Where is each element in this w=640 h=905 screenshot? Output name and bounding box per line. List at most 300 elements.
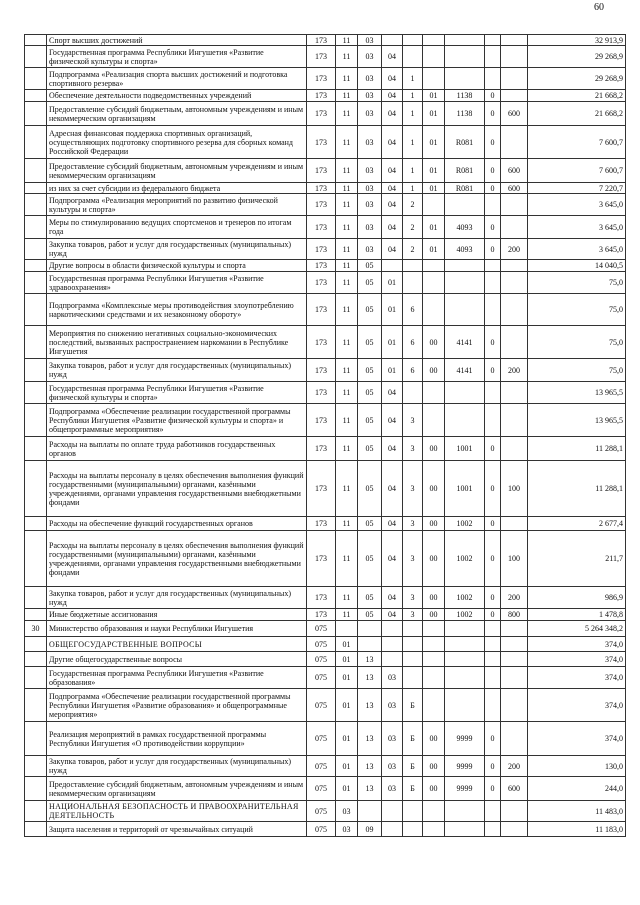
cell-ved: 173 xyxy=(307,35,336,46)
cell-num xyxy=(25,194,47,216)
cell-num xyxy=(25,126,47,159)
cell-c4 xyxy=(445,822,485,837)
cell-num xyxy=(25,652,47,667)
cell-c2: 3 xyxy=(403,404,423,437)
cell-vr: 100 xyxy=(501,531,528,587)
cell-c2 xyxy=(403,46,423,68)
cell-c3: 00 xyxy=(423,756,445,777)
cell-c2 xyxy=(403,637,423,652)
table-row xyxy=(25,90,626,102)
cell-name: из них за счет субсидии из федерального бюджета xyxy=(47,183,307,194)
cell-c4: 1002 xyxy=(445,609,485,621)
cell-vr xyxy=(501,517,528,531)
cell-vr xyxy=(501,382,528,404)
cell-name: Защита населения и территорий от чрезвычайных ситуаций xyxy=(47,822,307,837)
cell-num xyxy=(25,461,47,517)
table-row xyxy=(25,260,626,272)
cell-amount: 14 040,5 xyxy=(528,260,626,272)
cell-amount: 75,0 xyxy=(528,294,626,326)
cell-ved: 075 xyxy=(307,667,336,689)
cell-c1: 04 xyxy=(382,216,403,239)
cell-rz: 01 xyxy=(336,689,358,722)
cell-rz: 11 xyxy=(336,260,358,272)
cell-vr xyxy=(501,404,528,437)
cell-c1: 04 xyxy=(382,437,403,461)
cell-vr xyxy=(501,272,528,294)
cell-name: Иные бюджетные ассигнования xyxy=(47,609,307,621)
cell-c1: 04 xyxy=(382,517,403,531)
cell-c2: 1 xyxy=(403,159,423,183)
cell-ved: 173 xyxy=(307,216,336,239)
cell-rz: 01 xyxy=(336,637,358,652)
cell-c4: 1138 xyxy=(445,90,485,102)
cell-pr: 05 xyxy=(358,326,382,359)
table-row xyxy=(25,587,626,609)
cell-num xyxy=(25,102,47,126)
cell-c2: 3 xyxy=(403,609,423,621)
cell-c5: 0 xyxy=(485,90,501,102)
cell-c5: 0 xyxy=(485,216,501,239)
cell-c3 xyxy=(423,637,445,652)
table-row xyxy=(25,183,626,194)
cell-pr: 03 xyxy=(358,194,382,216)
cell-pr: 05 xyxy=(358,461,382,517)
cell-rz: 01 xyxy=(336,722,358,756)
cell-c5 xyxy=(485,637,501,652)
cell-c3 xyxy=(423,404,445,437)
cell-pr: 05 xyxy=(358,587,382,609)
cell-c3: 01 xyxy=(423,159,445,183)
cell-c5: 0 xyxy=(485,587,501,609)
cell-pr: 03 xyxy=(358,102,382,126)
cell-rz: 11 xyxy=(336,587,358,609)
cell-rz: 11 xyxy=(336,183,358,194)
cell-c3: 01 xyxy=(423,239,445,260)
table-row xyxy=(25,382,626,404)
cell-vr xyxy=(501,667,528,689)
cell-amount: 7 220,7 xyxy=(528,183,626,194)
cell-pr: 03 xyxy=(358,239,382,260)
cell-c5 xyxy=(485,272,501,294)
cell-c5 xyxy=(485,822,501,837)
cell-c2 xyxy=(403,35,423,46)
cell-c4 xyxy=(445,35,485,46)
cell-vr xyxy=(501,722,528,756)
cell-c4: 1002 xyxy=(445,531,485,587)
cell-num xyxy=(25,756,47,777)
cell-c2: 3 xyxy=(403,531,423,587)
cell-c1: 03 xyxy=(382,667,403,689)
cell-pr: 03 xyxy=(358,46,382,68)
cell-num xyxy=(25,216,47,239)
cell-c3: 00 xyxy=(423,461,445,517)
cell-amount: 374,0 xyxy=(528,652,626,667)
cell-c1 xyxy=(382,801,403,822)
cell-c3: 01 xyxy=(423,102,445,126)
cell-c5: 0 xyxy=(485,359,501,382)
cell-rz: 03 xyxy=(336,801,358,822)
cell-vr: 600 xyxy=(501,102,528,126)
cell-num xyxy=(25,801,47,822)
cell-c4: 1001 xyxy=(445,437,485,461)
cell-amount: 374,0 xyxy=(528,689,626,722)
cell-rz: 01 xyxy=(336,756,358,777)
cell-ved: 173 xyxy=(307,68,336,90)
cell-vr xyxy=(501,46,528,68)
cell-rz: 11 xyxy=(336,126,358,159)
cell-ved: 075 xyxy=(307,652,336,667)
cell-c2 xyxy=(403,667,423,689)
cell-amount: 7 600,7 xyxy=(528,126,626,159)
cell-ved: 173 xyxy=(307,294,336,326)
cell-num xyxy=(25,587,47,609)
cell-ved: 173 xyxy=(307,239,336,260)
cell-c4 xyxy=(445,621,485,637)
cell-pr: 03 xyxy=(358,216,382,239)
table-row xyxy=(25,801,626,822)
cell-vr xyxy=(501,260,528,272)
cell-vr: 800 xyxy=(501,609,528,621)
cell-amount: 5 264 348,2 xyxy=(528,621,626,637)
cell-c2: Б xyxy=(403,756,423,777)
table-row xyxy=(25,689,626,722)
cell-pr: 05 xyxy=(358,531,382,587)
cell-vr: 600 xyxy=(501,183,528,194)
cell-pr: 13 xyxy=(358,722,382,756)
cell-c2: 6 xyxy=(403,326,423,359)
cell-rz xyxy=(336,621,358,637)
cell-ved: 075 xyxy=(307,722,336,756)
cell-vr xyxy=(501,68,528,90)
cell-ved: 173 xyxy=(307,183,336,194)
cell-c5: 0 xyxy=(485,461,501,517)
cell-name: Закупка товаров, работ и услуг для государственных (муниципальных) нужд xyxy=(47,587,307,609)
cell-c5: 0 xyxy=(485,102,501,126)
cell-pr: 03 xyxy=(358,68,382,90)
cell-num xyxy=(25,822,47,837)
cell-vr xyxy=(501,90,528,102)
cell-name: Государственная программа Республики Ингушетия «Развитие здравоохранения» xyxy=(47,272,307,294)
cell-num xyxy=(25,239,47,260)
cell-c4: 9999 xyxy=(445,756,485,777)
cell-c2: 2 xyxy=(403,239,423,260)
cell-vr xyxy=(501,294,528,326)
cell-c4 xyxy=(445,667,485,689)
cell-c3 xyxy=(423,801,445,822)
cell-c4 xyxy=(445,294,485,326)
table-row xyxy=(25,722,626,756)
cell-vr xyxy=(501,689,528,722)
cell-rz: 11 xyxy=(336,517,358,531)
cell-vr xyxy=(501,126,528,159)
cell-c5 xyxy=(485,382,501,404)
cell-c4 xyxy=(445,382,485,404)
cell-pr: 05 xyxy=(358,382,382,404)
cell-amount: 211,7 xyxy=(528,531,626,587)
cell-pr: 03 xyxy=(358,90,382,102)
cell-rz: 11 xyxy=(336,239,358,260)
cell-rz: 11 xyxy=(336,46,358,68)
cell-name: Предоставление субсидий бюджетным, автономным учреждениям и иным некоммерческим организациям xyxy=(47,159,307,183)
cell-c3: 01 xyxy=(423,126,445,159)
cell-rz: 11 xyxy=(336,216,358,239)
table-row xyxy=(25,652,626,667)
cell-amount: 29 268,9 xyxy=(528,68,626,90)
cell-c3 xyxy=(423,822,445,837)
cell-c1: 04 xyxy=(382,126,403,159)
cell-c5 xyxy=(485,689,501,722)
cell-c5: 0 xyxy=(485,239,501,260)
cell-name: Расходы на выплаты персоналу в целях обеспечения выполнения функций государственными (муниципальными) органами, казёнными учреждениями, органами управления государственными внебюджетными фондами xyxy=(47,531,307,587)
cell-c5 xyxy=(485,194,501,216)
cell-name: Министерство образования и науки Республики Ингушетия xyxy=(47,621,307,637)
cell-c4 xyxy=(445,404,485,437)
cell-c1 xyxy=(382,637,403,652)
cell-rz: 11 xyxy=(336,194,358,216)
cell-name: Государственная программа Республики Ингушетия «Развитие образования» xyxy=(47,667,307,689)
table-row xyxy=(25,637,626,652)
cell-c3: 00 xyxy=(423,517,445,531)
cell-ved: 173 xyxy=(307,90,336,102)
cell-c5 xyxy=(485,294,501,326)
cell-rz: 03 xyxy=(336,822,358,837)
cell-rz: 01 xyxy=(336,652,358,667)
cell-vr: 600 xyxy=(501,777,528,801)
cell-pr: 13 xyxy=(358,756,382,777)
cell-amount: 11 183,0 xyxy=(528,822,626,837)
cell-c1: 04 xyxy=(382,46,403,68)
cell-amount: 21 668,2 xyxy=(528,102,626,126)
cell-ved: 173 xyxy=(307,531,336,587)
cell-c4 xyxy=(445,260,485,272)
cell-pr: 05 xyxy=(358,294,382,326)
cell-rz: 11 xyxy=(336,382,358,404)
cell-amount: 1 478,8 xyxy=(528,609,626,621)
cell-c1: 04 xyxy=(382,90,403,102)
cell-c4: 9999 xyxy=(445,777,485,801)
cell-c3: 01 xyxy=(423,90,445,102)
cell-c4: 1002 xyxy=(445,517,485,531)
cell-c1: 01 xyxy=(382,272,403,294)
cell-c5 xyxy=(485,404,501,437)
cell-rz: 11 xyxy=(336,272,358,294)
cell-amount: 3 645,0 xyxy=(528,216,626,239)
cell-c4 xyxy=(445,272,485,294)
cell-amount: 13 965,5 xyxy=(528,382,626,404)
cell-amount: 11 288,1 xyxy=(528,437,626,461)
cell-c1: 01 xyxy=(382,294,403,326)
cell-pr: 05 xyxy=(358,609,382,621)
cell-vr xyxy=(501,216,528,239)
cell-c1: 01 xyxy=(382,326,403,359)
cell-pr: 13 xyxy=(358,777,382,801)
cell-ved: 075 xyxy=(307,777,336,801)
cell-rz: 11 xyxy=(336,68,358,90)
cell-name: Меры по стимулированию ведущих спортсменов и тренеров по итогам года xyxy=(47,216,307,239)
cell-num xyxy=(25,35,47,46)
cell-c4: 1138 xyxy=(445,102,485,126)
table-row xyxy=(25,239,626,260)
cell-num xyxy=(25,183,47,194)
cell-c4 xyxy=(445,652,485,667)
cell-amount: 374,0 xyxy=(528,637,626,652)
cell-c2: 3 xyxy=(403,517,423,531)
table-row xyxy=(25,437,626,461)
cell-c5 xyxy=(485,621,501,637)
cell-name: Реализация мероприятий в рамках государственной программы Республики Ингушетия «О противодействии коррупции» xyxy=(47,722,307,756)
cell-name: Закупка товаров, работ и услуг для государственных (муниципальных) нужд xyxy=(47,239,307,260)
cell-ved: 173 xyxy=(307,126,336,159)
cell-name: Расходы на выплаты персоналу в целях обеспечения выполнения функций государственными (муниципальными) органами, казёнными учреждениями, органами управления государственными внебюджетными фондами xyxy=(47,461,307,517)
cell-num xyxy=(25,637,47,652)
cell-rz: 11 xyxy=(336,102,358,126)
cell-c1: 04 xyxy=(382,609,403,621)
cell-ved: 173 xyxy=(307,517,336,531)
cell-c2: 3 xyxy=(403,461,423,517)
cell-c1: 03 xyxy=(382,722,403,756)
cell-c2: 2 xyxy=(403,216,423,239)
cell-c3 xyxy=(423,46,445,68)
cell-vr: 600 xyxy=(501,159,528,183)
cell-c2 xyxy=(403,621,423,637)
cell-name: Адресная финансовая поддержка спортивных организаций, осуществляющих подготовку спортивного резерва для сборных команд Российской Федерации xyxy=(47,126,307,159)
cell-num xyxy=(25,722,47,756)
cell-c1 xyxy=(382,35,403,46)
cell-c1 xyxy=(382,822,403,837)
cell-c1: 03 xyxy=(382,777,403,801)
table-row xyxy=(25,272,626,294)
cell-pr: 09 xyxy=(358,822,382,837)
cell-num xyxy=(25,517,47,531)
cell-num xyxy=(25,689,47,722)
cell-num xyxy=(25,359,47,382)
cell-pr xyxy=(358,801,382,822)
cell-c1: 04 xyxy=(382,531,403,587)
cell-c3: 00 xyxy=(423,531,445,587)
cell-c2: 1 xyxy=(403,90,423,102)
cell-amount: 374,0 xyxy=(528,722,626,756)
cell-amount: 75,0 xyxy=(528,359,626,382)
cell-c1: 04 xyxy=(382,404,403,437)
cell-vr: 200 xyxy=(501,359,528,382)
cell-amount: 374,0 xyxy=(528,667,626,689)
cell-c5: 0 xyxy=(485,777,501,801)
cell-c4 xyxy=(445,194,485,216)
table-row xyxy=(25,667,626,689)
cell-ved: 075 xyxy=(307,756,336,777)
cell-c2 xyxy=(403,822,423,837)
cell-pr: 03 xyxy=(358,35,382,46)
cell-name: Подпрограмма «Обеспечение реализации государственной программы Республики Ингушетия «Развитие физической культуры и спорта» и общепрограммные мероприятия» xyxy=(47,404,307,437)
cell-ved: 075 xyxy=(307,637,336,652)
cell-vr: 200 xyxy=(501,587,528,609)
table-row xyxy=(25,216,626,239)
cell-num xyxy=(25,326,47,359)
cell-ved: 173 xyxy=(307,609,336,621)
cell-ved: 173 xyxy=(307,437,336,461)
cell-pr: 05 xyxy=(358,437,382,461)
cell-name: Мероприятия по снижению негативных социально-экономических последствий, вызванных распространением наркомании в Республике Ингушетия xyxy=(47,326,307,359)
cell-c5: 0 xyxy=(485,756,501,777)
cell-amount: 21 668,2 xyxy=(528,90,626,102)
cell-name: Другие вопросы в области физической культуры и спорта xyxy=(47,260,307,272)
cell-c2: 3 xyxy=(403,587,423,609)
cell-c2 xyxy=(403,382,423,404)
cell-amount: 130,0 xyxy=(528,756,626,777)
table-row xyxy=(25,822,626,837)
table-row xyxy=(25,517,626,531)
cell-c4: 4093 xyxy=(445,216,485,239)
cell-c3: 00 xyxy=(423,587,445,609)
cell-num xyxy=(25,272,47,294)
cell-num xyxy=(25,46,47,68)
cell-vr xyxy=(501,621,528,637)
cell-pr: 03 xyxy=(358,183,382,194)
table-row xyxy=(25,35,626,46)
cell-c1 xyxy=(382,260,403,272)
cell-amount: 986,9 xyxy=(528,587,626,609)
cell-ved: 173 xyxy=(307,461,336,517)
cell-amount: 244,0 xyxy=(528,777,626,801)
cell-c1: 04 xyxy=(382,239,403,260)
cell-c5 xyxy=(485,667,501,689)
cell-c4: R081 xyxy=(445,126,485,159)
cell-pr xyxy=(358,637,382,652)
cell-c5 xyxy=(485,35,501,46)
cell-c3: 00 xyxy=(423,437,445,461)
table-row xyxy=(25,777,626,801)
cell-c4: 4141 xyxy=(445,359,485,382)
cell-c3: 00 xyxy=(423,326,445,359)
cell-c5 xyxy=(485,68,501,90)
cell-pr: 03 xyxy=(358,126,382,159)
cell-c3 xyxy=(423,667,445,689)
cell-c2: 6 xyxy=(403,294,423,326)
cell-ved: 173 xyxy=(307,159,336,183)
cell-c2 xyxy=(403,801,423,822)
cell-pr: 13 xyxy=(358,689,382,722)
cell-amount: 7 600,7 xyxy=(528,159,626,183)
cell-ved: 075 xyxy=(307,822,336,837)
cell-num xyxy=(25,531,47,587)
cell-num xyxy=(25,159,47,183)
cell-c2 xyxy=(403,260,423,272)
cell-c1: 04 xyxy=(382,183,403,194)
cell-rz: 11 xyxy=(336,437,358,461)
table-row xyxy=(25,326,626,359)
cell-c2: 2 xyxy=(403,194,423,216)
cell-c1: 03 xyxy=(382,756,403,777)
cell-c3 xyxy=(423,621,445,637)
cell-c1 xyxy=(382,652,403,667)
cell-c1: 04 xyxy=(382,382,403,404)
cell-c3: 00 xyxy=(423,609,445,621)
cell-rz: 01 xyxy=(336,667,358,689)
cell-vr xyxy=(501,822,528,837)
cell-rz: 11 xyxy=(336,35,358,46)
cell-num xyxy=(25,777,47,801)
cell-vr: 200 xyxy=(501,239,528,260)
table-row xyxy=(25,621,626,637)
cell-name: Предоставление субсидий бюджетным, автономным учреждениям и иным некоммерческим организациям xyxy=(47,777,307,801)
table-row xyxy=(25,609,626,621)
cell-amount: 3 645,0 xyxy=(528,194,626,216)
cell-pr: 05 xyxy=(358,272,382,294)
cell-c4: R081 xyxy=(445,159,485,183)
cell-amount: 29 268,9 xyxy=(528,46,626,68)
cell-ved: 173 xyxy=(307,272,336,294)
table-row xyxy=(25,359,626,382)
